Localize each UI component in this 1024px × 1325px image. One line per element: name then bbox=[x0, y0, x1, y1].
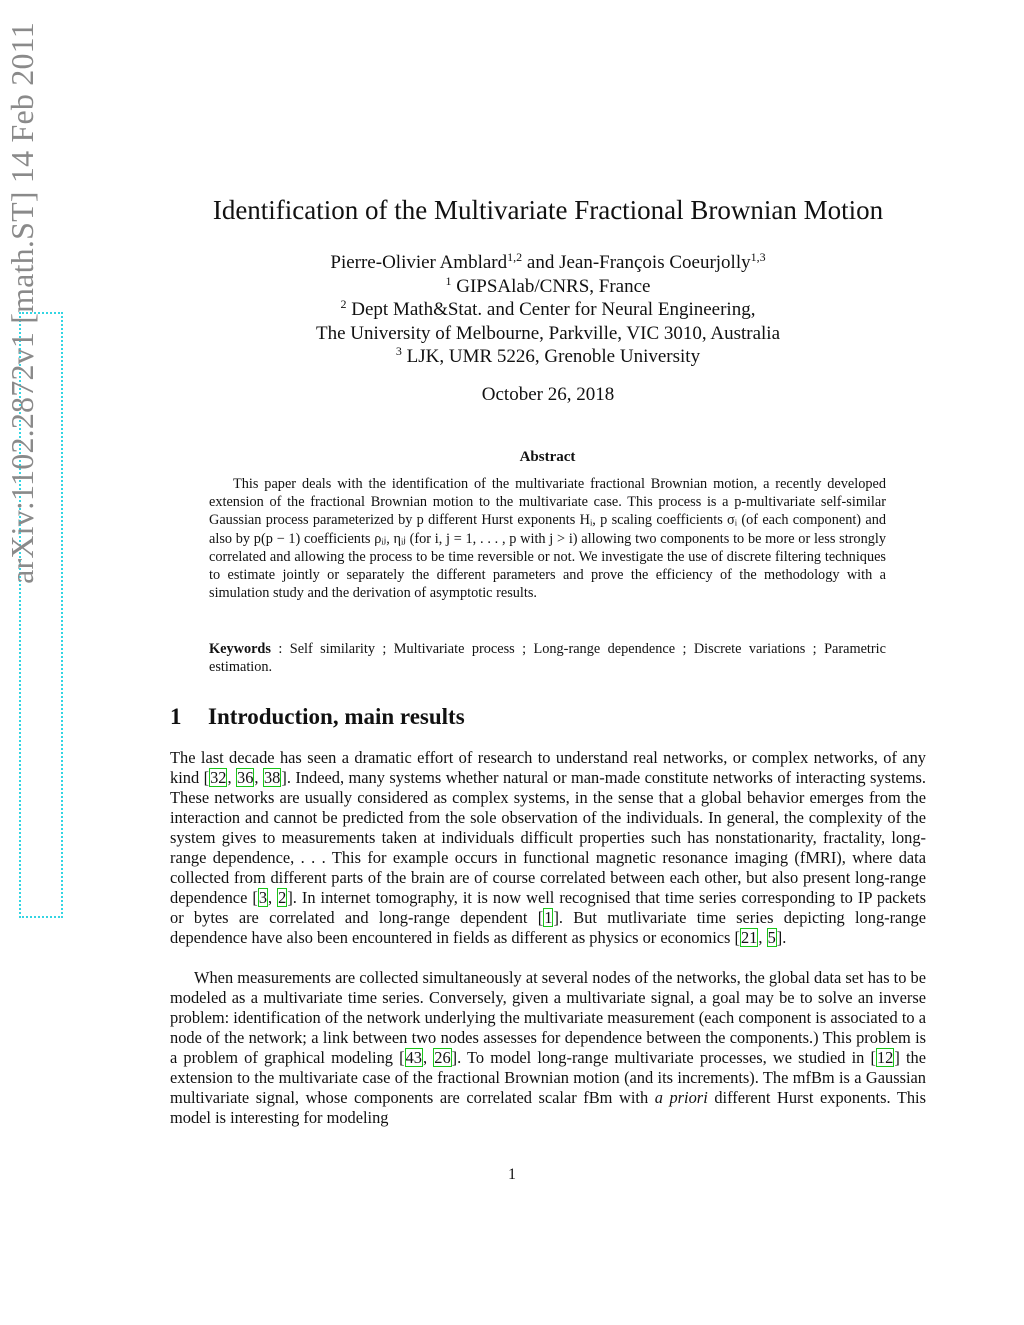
abstract-heading: Abstract bbox=[519, 449, 576, 465]
emphasis: a priori bbox=[654, 1088, 708, 1107]
citation-link[interactable]: 5 bbox=[767, 928, 776, 947]
section-heading bbox=[170, 704, 465, 730]
author-2: Jean-François Coeurjolly bbox=[559, 252, 751, 273]
author-2-affil: 1,3 bbox=[750, 250, 766, 264]
citation-link[interactable]: 1 bbox=[544, 908, 553, 927]
citation-link[interactable]: 2 bbox=[278, 888, 287, 907]
keywords-text: : Self similarity ; Multivariate process ; Long-range dependence ; Discrete variations ; Parametric estimation. bbox=[209, 641, 886, 676]
citation-link[interactable]: 32 bbox=[210, 768, 227, 787]
keywords-label: Keywords bbox=[209, 641, 271, 657]
paragraph: When measurements are collected simultaneously at several nodes of the networks, the global data set has to be modeled as a multivariate time series. Conversely, given a multivariate signal, a goal may be to solve an inverse problem: identification of the network underlying the multivariate measurement (each component is associated to a node of the network; a link between two nodes assesses for dependence between the components.) This problem is a problem of graphical modeling [43, 26]. To model long-range multivariate processes, we studied in [12] the extension to the multivariate case of the fractional Brownian motion (and its increments). The mfBm is a Gaussian multivariate signal, whose components are correlated scalar fBm with a priori different Hurst exponents. This model is interesting for modeling bbox=[170, 968, 926, 1127]
affiliation-2: $^2$ Dept Math&Stat. and Center for Neural Engineering, bbox=[340, 297, 756, 320]
author-conjunction: and bbox=[522, 252, 560, 273]
arxiv-stamp[interactable]: arXiv:1102.2872v1 [math.ST] 14 Feb 2011 bbox=[4, 22, 40, 584]
author-line bbox=[160, 251, 936, 275]
affiliation-2-cont: The University of Melbourne, Parkville, VIC 3010, Australia bbox=[315, 322, 780, 344]
citation-link[interactable]: 36 bbox=[237, 768, 254, 787]
paper-date: October 26, 2018 bbox=[481, 384, 615, 405]
citation-link[interactable]: 12 bbox=[876, 1048, 894, 1067]
abstract-text: This paper deals with the identification of the multivariate fractional Brownian motion, a recently developed extension of the fractional Brownian motion to the multivariate case. This process is a p-multivariate self-similar Gaussian process parameterized by p different Hurst exponents Hᵢ, p scaling coefficients σᵢ (of each component) and also by p(p − 1) coefficients ρᵢⱼ, ηᵢⱼ (for i, j = 1, . . . , p with j > i) allowing two components to be more or less strongly correlated and allowing the process to be time reversible or not. We investigate the use of discrete filtering techniques to estimate jointly or separately the different parameters and prove the efficiency of the methodology with a simulation study and the derivation of asymptotic results. bbox=[209, 476, 886, 602]
section-number: 1 bbox=[170, 704, 182, 729]
author-block bbox=[160, 251, 936, 369]
citation-link[interactable]: 21 bbox=[740, 928, 758, 947]
author-1: Pierre-Olivier Amblard bbox=[330, 252, 508, 273]
paragraph: The last decade has seen a dramatic effort of research to understand real networks, or complex networks, of any kind [32, 36, 38]. Indeed, many systems whether natural or man-made constitute networks of interacting systems. These networks are usually considered as complex systems, in the sense that a global behavior emerges from the interaction and cannot be predicted from the sole observation of the individuals. In general, the complexity of the system gives to measurements taken at individuals difficult properties such has nonstationarity, fractality, long-range dependence, . . . This for example occurs in functional magnetic resonance imaging (fMRI), where data collected from different parts of the brain are of course correlated between each other, but also present long-range dependence [3, 2]. In internet tomography, it is now well recognised that time series corresponding to IP packets or bytes are correlated and long-range dependent [1]. But mutlivariate time series depicting long-range dependence have also been encountered in fields as different as physics or economics [21, 5]. bbox=[170, 748, 927, 947]
citation-link[interactable]: 26 bbox=[434, 1048, 451, 1067]
affiliation-3: $^3$ LJK, UMR 5226, Grenoble University bbox=[395, 344, 701, 367]
citation-link[interactable]: 3 bbox=[258, 888, 268, 907]
keywords bbox=[209, 640, 886, 676]
affiliation-1: $^1$ GIPSAlab/CNRS, France bbox=[445, 273, 651, 297]
citation-link[interactable]: 43 bbox=[405, 1048, 422, 1067]
citation-link[interactable]: 38 bbox=[263, 768, 281, 787]
section-title: Introduction, main results bbox=[208, 704, 465, 729]
author-1-affil: 1,2 bbox=[507, 250, 523, 264]
paper-title: Identification of the Multivariate Fractional Brownian Motion bbox=[212, 195, 884, 225]
page-number: 1 bbox=[508, 1166, 516, 1183]
